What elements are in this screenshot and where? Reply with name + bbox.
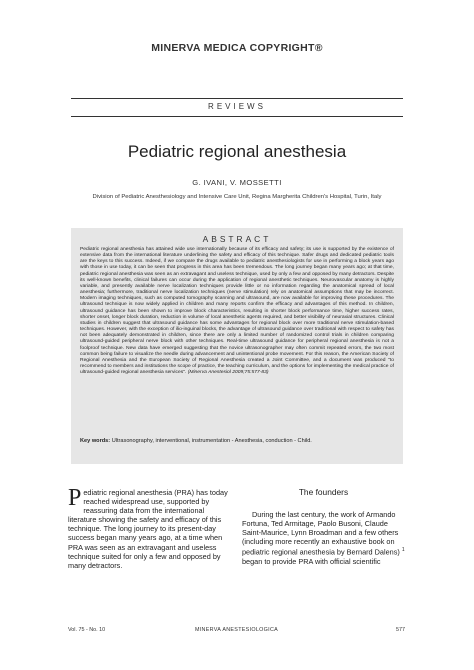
body-column-right [242, 488, 405, 566]
founders-text: During the last century, the work of Armando Fortuna, Ted Armitage, Paolo Busoni, Claude Saint-Maurice, Lynn Broadman and a few others (including more recently an exhaustive book on pediatric regional anesthesia by Bernard Dalens) [242, 510, 400, 557]
abstract-body: Pediatric regional anesthesia has attained wide use internationally because of its efficacy and safety; its use is supported by the existence of extensive data from the international literature underlining the safety and efficacy of this technique. Safer drugs and dedicated pediatric tools are the keys to this success. Indeed, if we compare the drugs available to pediatric anesthesiologists for use in performing a block years ago with those in use today, it can be seen that progress in this area has been tremendous. The long journey began many years ago; at that time, pediatric regional anesthesia was seen as an extravagant and useless technique, used by only a few and opposed by many detractors. Despite its well-known benefits, clinical failures can occur during the application of regional anesthetic techniques. Neurovascular anatomy is highly variable, and presently available nerve localization techniques provide little or no information regarding the anatomical spread of local anesthesia; furthermore, traditional nerve localization techniques (nerve stimulation) rely on anatomical assumptions that may be incorrect. Modern imaging techniques, such as computed tomography scanning and ultrasound, are now available for improving these procedures. The ultrasound technique is now widely applied in children and many reports confirm the efficacy and advantages of this method. In children, ultrasound guidance has been shown to improve block characteristics, resulting in shorter block performance time, higher success rates, shorter onset, longer block duration, reduction in volume of local anesthetic agents required, and better visibility of neuraxial structures. Clinical studies in children suggest that ultrasound guidance has some advantages for regional block over more traditional nerve stimulation-based techniques. However, with the exception of ilio-inguinal blocks, the advantage of ultrasound guidance over traditional with respect to safety has not been adequately demonstrated in children, since there are only a limited number of randomized control trials in children comparing ultrasound-guided peripheral nerve block with other techniques. Real-time ultrasound guidance for peripheral regional anesthesia is not a foolproof technique. New data have emerged suggesting that the novice ultrasonographer may often commit repeated errors, the two most common being failure to visualize the needle during advancement and unintentional probe movement. For this reason, the American Society of Regional Anesthesia and the European Society of Regional Anesthesia created a Joint Committee, and a document was produced "to recommend to members and institutions the scope of practice, the teaching curriculum, and the options for implementing the medical practice of ultrasound-guided regional anesthesia services". [80, 247, 394, 376]
article-title: Pediatric regional anesthesia [127, 142, 347, 161]
founders-paragraph [242, 510, 405, 566]
section-rule-top [71, 98, 403, 99]
keywords-label: Key words: [80, 438, 111, 444]
footer-page-number: 577 [396, 627, 405, 633]
reference-marker[interactable]: 1 [401, 547, 405, 554]
abstract-text [80, 247, 394, 376]
abstract-citation: (Minerva Anestesiol 2009;75:577-83) [187, 370, 269, 376]
article-authors: G. IVANI, V. MOSSETTI [192, 178, 282, 187]
abstract-box [71, 228, 403, 464]
article-affiliation: Division of Pediatric Anesthesiology and Intensive Care Unit, Regina Margherita Children's Hospital, Turin, Italy [92, 194, 382, 200]
section-label: REVIEWS [208, 102, 266, 111]
page-footer [68, 627, 405, 637]
footer-volume: Vol. 75 - No. 10 [68, 627, 106, 633]
footer-journal: MINERVA ANESTESIOLOGICA [194, 627, 279, 633]
founders-text-continued: began to provide PRA with official scientific [242, 556, 381, 566]
keywords [80, 438, 394, 445]
abstract-heading: ABSTRACT [202, 234, 272, 244]
section-heading-founders: The founders [298, 487, 349, 497]
intro-paragraph: ediatric regional anesthesia (PRA) has today reached widespread use, supported by reassuring data from the international literature showing the safety and efficacy of this technique. The long journey to its present-day success began many years ago, at a time when PRA was seen as an extravagant and useless technique suited for only a few and opposed by many detractors. [68, 488, 228, 570]
keywords-text: Ultrasonography, interventional, instrumentation - Anesthesia, conduction - Child. [111, 438, 312, 444]
drop-cap: P [68, 485, 82, 511]
section-rule-bottom [71, 116, 403, 117]
copyright-banner: MINERVA MEDICA COPYRIGHT® [151, 42, 323, 54]
body-column-left [68, 485, 228, 570]
